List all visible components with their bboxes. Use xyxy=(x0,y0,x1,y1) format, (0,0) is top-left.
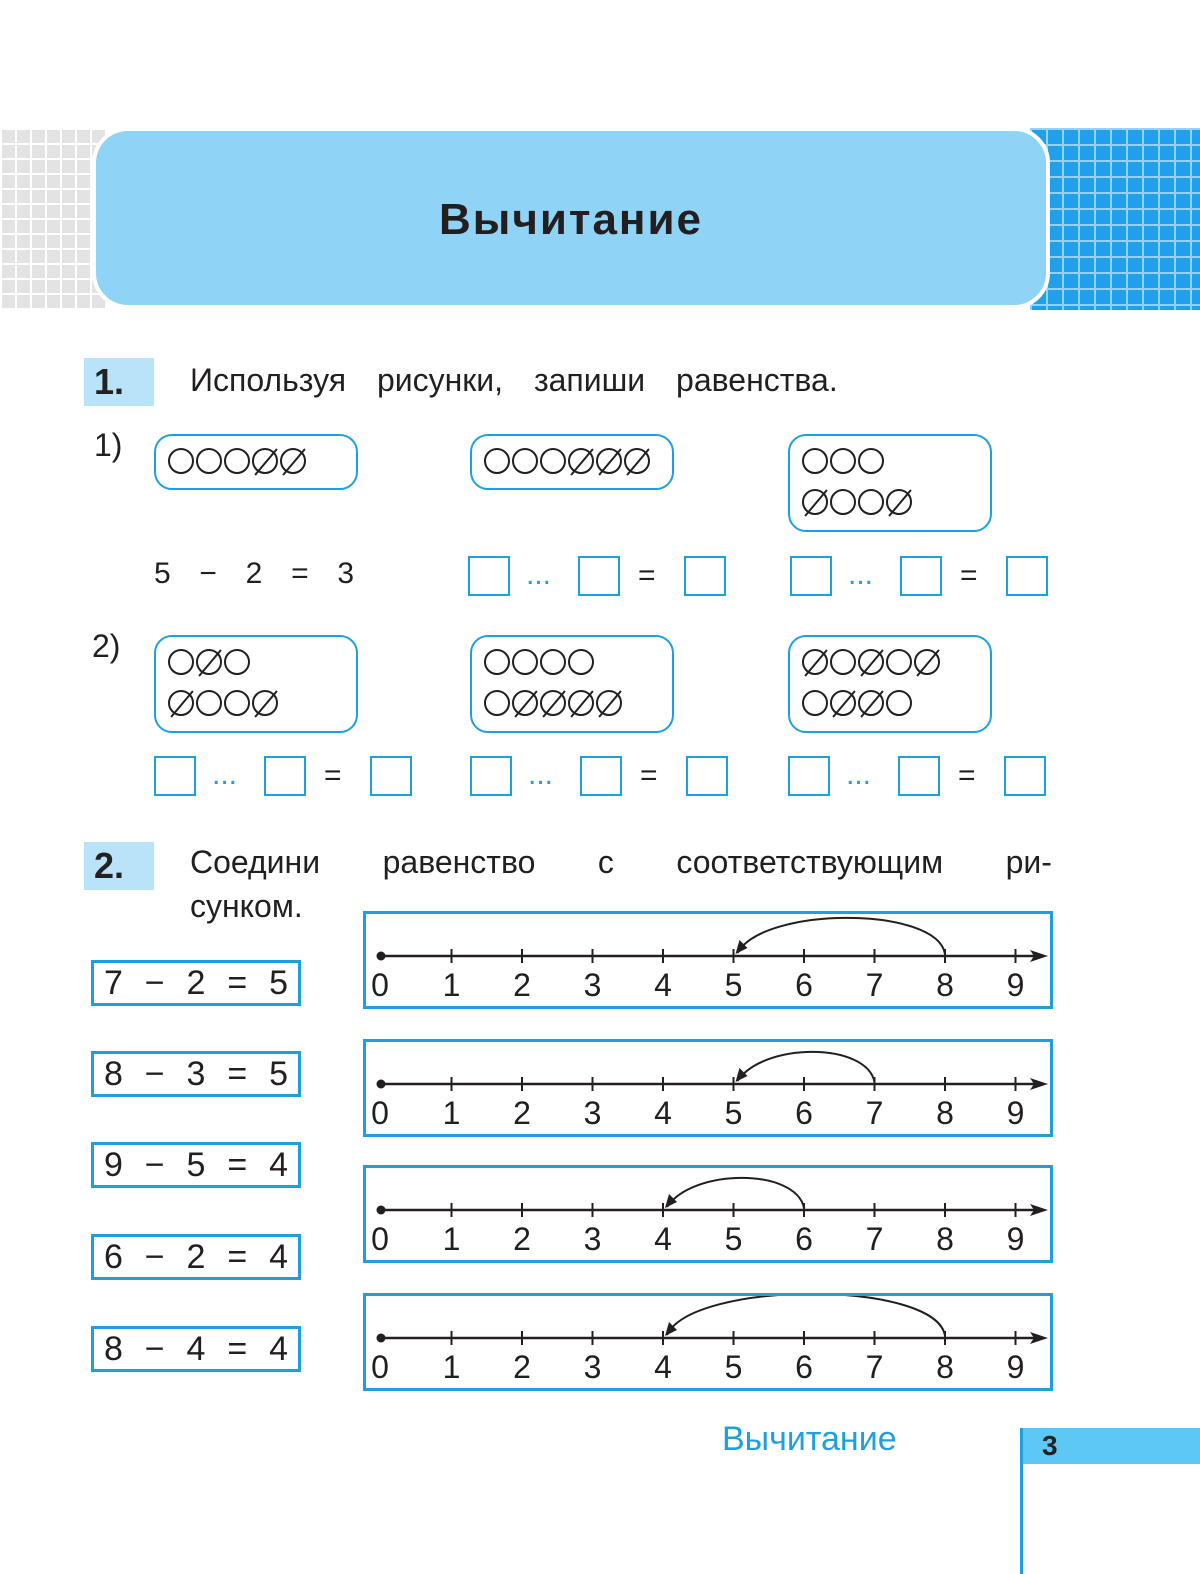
answer-box[interactable] xyxy=(900,556,942,596)
answer-box[interactable] xyxy=(580,756,622,796)
eq-part: 2 xyxy=(186,963,206,1002)
eq-part: 7 xyxy=(104,963,123,1002)
operation-placeholder: ... xyxy=(528,758,554,791)
tick-label: 1 xyxy=(442,1349,461,1385)
circle-row xyxy=(802,489,912,515)
equation-box[interactable] xyxy=(91,1326,301,1372)
crossed-circle-icon xyxy=(568,448,594,474)
tick-label: 8 xyxy=(936,1221,954,1257)
circle-icon xyxy=(858,448,884,474)
circle-row xyxy=(168,690,278,716)
tick-label: 6 xyxy=(795,967,813,1003)
task-2-instruction-line-2: сунком. xyxy=(190,888,303,924)
tick-label: 2 xyxy=(513,1349,531,1385)
circle-row xyxy=(802,690,912,716)
tick-label: 0 xyxy=(371,1221,389,1257)
eq-part: 4 xyxy=(186,1329,206,1368)
tick-label: 0 xyxy=(371,1349,389,1385)
crossed-circle-icon xyxy=(830,690,856,716)
eq-part: = xyxy=(227,1329,248,1368)
tick-label: 9 xyxy=(1006,1221,1025,1257)
equals-sign: = xyxy=(324,759,342,792)
eq-part: 2 xyxy=(186,1237,206,1276)
circle-icon xyxy=(224,448,250,474)
equals-sign: = xyxy=(640,759,658,792)
equals-sign: = xyxy=(958,759,976,792)
header-grid-decoration-right xyxy=(1030,128,1200,310)
tick-label: 5 xyxy=(724,1349,743,1385)
crossed-circle-icon xyxy=(802,489,828,515)
circle-icon xyxy=(540,649,566,675)
circle-icon xyxy=(568,649,594,675)
eq-part: = xyxy=(227,1054,248,1093)
crossed-circle-icon xyxy=(252,448,278,474)
example-equation xyxy=(154,557,354,591)
page-title: Вычитание xyxy=(438,195,704,244)
answer-box[interactable] xyxy=(898,756,940,796)
jump-arc xyxy=(738,918,946,954)
crossed-circle-icon xyxy=(568,690,594,716)
operation-placeholder: ... xyxy=(846,758,872,791)
circle-icon xyxy=(512,448,538,474)
circle-icon xyxy=(886,690,912,716)
tick-label: 5 xyxy=(724,1221,743,1257)
eq-part: − xyxy=(144,1329,165,1368)
tick-label: 9 xyxy=(1006,1095,1025,1131)
answer-box[interactable] xyxy=(788,756,830,796)
answer-box[interactable] xyxy=(684,556,726,596)
task-1-part-2-label: 2) xyxy=(92,628,121,664)
circle-icon xyxy=(540,448,566,474)
tick-label: 5 xyxy=(724,967,743,1003)
eq-part: 5 xyxy=(269,1054,288,1093)
crossed-circle-icon xyxy=(802,649,828,675)
eq-part: 2 xyxy=(245,557,263,590)
instruction-word: равенство xyxy=(382,844,536,880)
jump-arrowhead-icon xyxy=(665,1194,677,1208)
circle-icon xyxy=(802,690,828,716)
eq-part: 4 xyxy=(269,1237,288,1276)
crossed-circle-icon xyxy=(280,448,306,474)
operation-placeholder: ... xyxy=(526,558,552,591)
circle-row xyxy=(484,690,622,716)
number-line xyxy=(366,1296,1050,1388)
answer-box[interactable] xyxy=(578,556,620,596)
answer-box[interactable] xyxy=(686,756,728,796)
tick-label: 0 xyxy=(371,967,389,1003)
eq-part: − xyxy=(144,963,165,1002)
instruction-word: соответствующим xyxy=(676,844,944,880)
eq-part: 3 xyxy=(186,1054,206,1093)
circle-icon xyxy=(830,489,856,515)
tick-label: 4 xyxy=(654,1095,672,1131)
eq-part: − xyxy=(144,1145,165,1184)
tick-label: 1 xyxy=(442,1221,461,1257)
eq-part: 8 xyxy=(104,1054,123,1093)
tick-label: 3 xyxy=(583,1095,602,1131)
task-2-number: 2. xyxy=(84,842,154,890)
number-line-box[interactable] xyxy=(363,911,1053,1009)
circle-icon xyxy=(224,690,250,716)
circle-icon xyxy=(484,649,510,675)
tick-label: 6 xyxy=(795,1221,813,1257)
tick-label: 7 xyxy=(865,1221,884,1257)
circle-row xyxy=(484,649,594,675)
circle-row xyxy=(168,649,250,675)
tick-label: 5 xyxy=(724,1095,743,1131)
tick-label: 7 xyxy=(865,1349,884,1385)
number-line xyxy=(366,914,1050,1006)
instruction-word: с xyxy=(597,844,614,880)
circle-row xyxy=(802,649,940,675)
circle-icon xyxy=(830,649,856,675)
page-margin-line xyxy=(1020,1428,1023,1574)
eq-part: 3 xyxy=(337,557,354,590)
answer-box[interactable] xyxy=(468,556,510,596)
circle-icon xyxy=(858,489,884,515)
number-line-box[interactable] xyxy=(363,1165,1053,1263)
circle-icon xyxy=(168,448,194,474)
crossed-circle-icon xyxy=(886,489,912,515)
page-number: 3 xyxy=(1020,1428,1200,1464)
crossed-circle-icon xyxy=(858,690,884,716)
eq-part: 6 xyxy=(104,1237,123,1276)
eq-part: 9 xyxy=(104,1145,123,1184)
crossed-circle-icon xyxy=(512,690,538,716)
jump-arc xyxy=(667,1178,804,1208)
eq-part: − xyxy=(144,1054,165,1093)
tick-label: 1 xyxy=(442,1095,461,1131)
answer-box[interactable] xyxy=(264,756,306,796)
tick-label: 2 xyxy=(513,1221,531,1257)
tick-label: 4 xyxy=(654,1349,672,1385)
task-1-number: 1. xyxy=(84,358,154,406)
jump-arrowhead-icon xyxy=(736,1068,748,1082)
circle-icon xyxy=(484,690,510,716)
crossed-circle-icon xyxy=(596,448,622,474)
header-grid-decoration-left xyxy=(0,128,105,310)
answer-box[interactable] xyxy=(1006,556,1048,596)
eq-part: = xyxy=(291,557,309,590)
equation-box[interactable] xyxy=(91,960,301,1006)
crossed-circle-icon xyxy=(168,690,194,716)
circle-row xyxy=(484,448,650,474)
operation-placeholder: ... xyxy=(212,758,238,791)
answer-box[interactable] xyxy=(1004,756,1046,796)
tick-label: 8 xyxy=(936,967,954,1003)
origin-dot xyxy=(377,1334,386,1343)
eq-part: 5 xyxy=(186,1145,206,1184)
eq-part: = xyxy=(227,1145,248,1184)
crossed-circle-icon xyxy=(252,690,278,716)
equation-box[interactable] xyxy=(91,1051,301,1097)
circle-icon xyxy=(802,448,828,474)
instruction-word: Соедини xyxy=(190,844,321,880)
origin-dot xyxy=(377,1080,386,1089)
footer-section-title: Вычитание xyxy=(722,1420,897,1458)
answer-box[interactable] xyxy=(154,756,196,796)
equals-sign: = xyxy=(638,559,656,592)
crossed-circle-icon xyxy=(624,448,650,474)
eq-part: − xyxy=(199,557,217,590)
answer-box[interactable] xyxy=(370,756,412,796)
answer-box[interactable] xyxy=(790,556,832,596)
tick-label: 9 xyxy=(1006,967,1025,1003)
tick-label: 3 xyxy=(583,1349,602,1385)
tick-label: 0 xyxy=(371,1095,389,1131)
eq-part: = xyxy=(227,1237,248,1276)
tick-label: 6 xyxy=(795,1095,813,1131)
jump-arc xyxy=(738,1052,875,1082)
circle-icon xyxy=(512,649,538,675)
tick-label: 6 xyxy=(795,1349,813,1385)
circle-icon xyxy=(830,448,856,474)
crossed-circle-icon xyxy=(914,649,940,675)
number-line xyxy=(366,1042,1050,1134)
task-2-instruction-line-1 xyxy=(190,844,1052,881)
answer-box[interactable] xyxy=(470,756,512,796)
tick-label: 4 xyxy=(654,967,672,1003)
task-1-part-1-label: 1) xyxy=(94,427,123,463)
eq-part: 5 xyxy=(269,963,288,1002)
eq-part: 5 xyxy=(154,557,171,590)
tick-label: 4 xyxy=(654,1221,672,1257)
crossed-circle-icon xyxy=(196,649,222,675)
task-1-instruction: Используя рисунки, запиши равенства. xyxy=(190,362,838,398)
origin-dot xyxy=(377,952,386,961)
eq-part: 8 xyxy=(104,1329,123,1368)
circle-row xyxy=(802,448,884,474)
tick-label: 9 xyxy=(1006,1349,1025,1385)
equation-box[interactable] xyxy=(91,1234,301,1280)
eq-part: 4 xyxy=(269,1329,288,1368)
circle-icon xyxy=(196,690,222,716)
origin-dot xyxy=(377,1206,386,1215)
crossed-circle-icon xyxy=(596,690,622,716)
circle-row xyxy=(168,448,306,474)
eq-part: = xyxy=(227,963,248,1002)
crossed-circle-icon xyxy=(858,649,884,675)
circle-icon xyxy=(484,448,510,474)
crossed-circle-icon xyxy=(540,690,566,716)
tick-label: 7 xyxy=(865,967,884,1003)
tick-label: 2 xyxy=(513,1095,531,1131)
circle-icon xyxy=(886,649,912,675)
number-line-box[interactable] xyxy=(363,1039,1053,1137)
number-line-box[interactable] xyxy=(363,1293,1053,1391)
eq-part: − xyxy=(144,1237,165,1276)
tick-label: 3 xyxy=(583,967,602,1003)
tick-label: 7 xyxy=(865,1095,884,1131)
equals-sign: = xyxy=(960,559,978,592)
tick-label: 3 xyxy=(583,1221,602,1257)
tick-label: 8 xyxy=(936,1349,954,1385)
eq-part: 4 xyxy=(269,1145,288,1184)
tick-label: 2 xyxy=(513,967,531,1003)
operation-placeholder: ... xyxy=(848,558,874,591)
jump-arc xyxy=(667,1296,945,1336)
circle-icon xyxy=(224,649,250,675)
tick-label: 1 xyxy=(442,967,461,1003)
equation-box[interactable] xyxy=(91,1142,301,1188)
number-line xyxy=(366,1168,1050,1260)
instruction-word: ри- xyxy=(1005,844,1052,880)
circle-icon xyxy=(196,448,222,474)
circle-icon xyxy=(168,649,194,675)
tick-label: 8 xyxy=(936,1095,954,1131)
